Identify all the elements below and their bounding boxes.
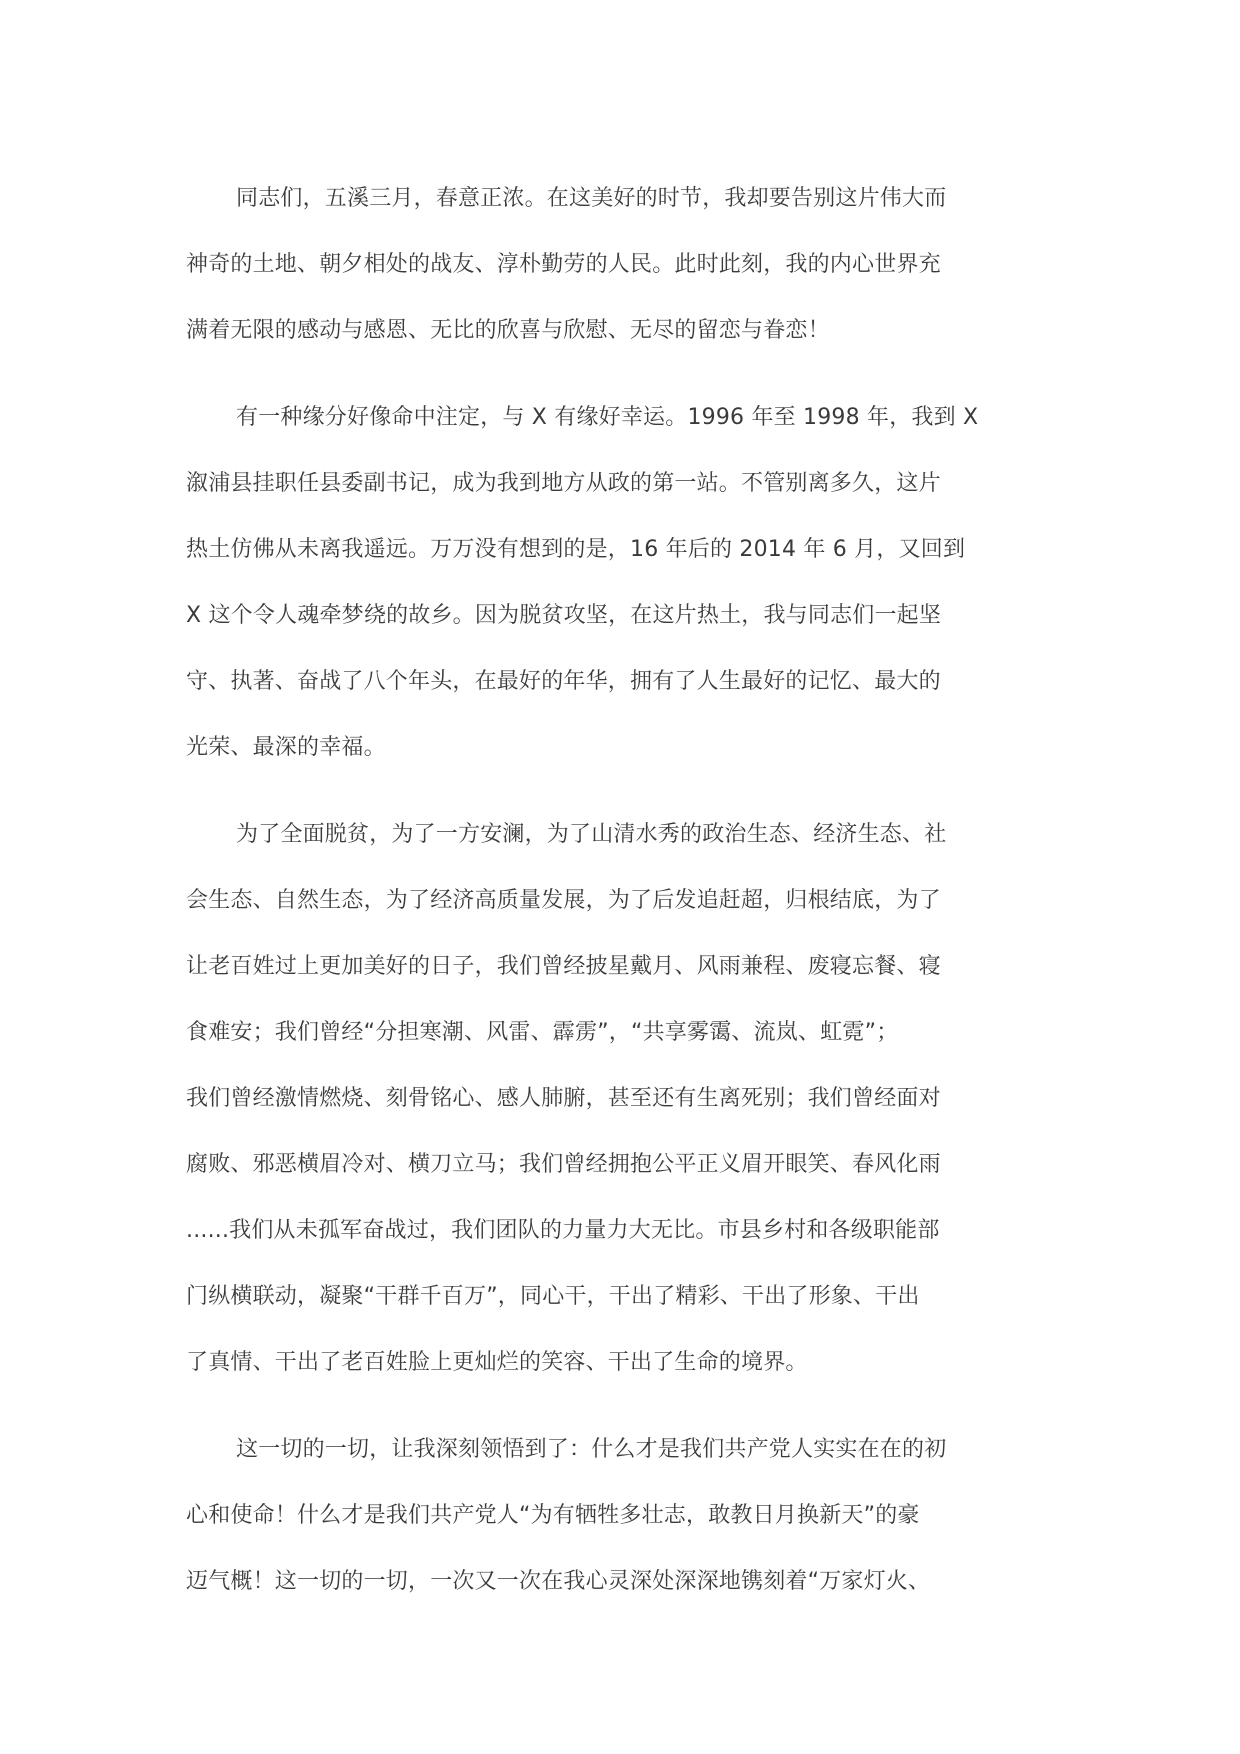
- text-line: 腐败、邪恶横眉冷对、横刀立马；我们曾经拥抱公平正义眉开眼笑、春风化雨: [186, 1152, 941, 1177]
- text-line: 会生态、自然生态，为了经济高质量发展，为了后发追赶超，归根结底，为了: [186, 888, 941, 913]
- text-line: 食难安；我们曾经“分担寒潮、风雷、霹雳”，“共享雾霭、流岚、虹霓”；: [186, 1020, 899, 1045]
- text-line: 满着无限的感动与感恩、无比的欣喜与欣慰、无尽的留恋与眷恋！: [186, 318, 830, 343]
- text-line: 让老百姓过上更加美好的日子，我们曾经披星戴月、风雨兼程、废寝忘餐、寝: [186, 954, 941, 979]
- text-line: ......我们从未孤军奋战过，我们团队的力量力大无比。市县乡村和各级职能部: [186, 1218, 940, 1243]
- text-line: 光荣、最深的幸福。: [186, 735, 386, 760]
- paragraph-4: [186, 1417, 1056, 1615]
- text-line: 同志们，五溪三月，春意正浓。在这美好的时节，我却要告别这片伟大而: [236, 186, 947, 211]
- text-line: 迈气概！这一切的一切，一次又一次在我心灵深处深深地镌刻着“万家灯火、: [186, 1569, 931, 1594]
- text-line: 了真情、干出了老百姓脸上更灿烂的笑容、干出了生命的境界。: [186, 1350, 808, 1375]
- text-line: 心和使命！什么才是我们共产党人“为有牺牲多壮志，敢教日月换新天”的豪: [186, 1503, 920, 1528]
- text-line: 门纵横联动，凝聚“干群千百万”，同心干，干出了精彩、干出了形象、干出: [186, 1284, 920, 1309]
- text-line: 神奇的土地、朝夕相处的战友、淳朴勤劳的人民。此时此刻，我的内心世界充: [186, 252, 941, 277]
- document-page: [186, 166, 1056, 1636]
- text-line: 有一种缘分好像命中注定，与 X 有缘好幸运。1996 年至 1998 年，我到 X: [236, 405, 979, 430]
- paragraph-2: [186, 385, 1056, 781]
- text-line: 我们曾经激情燃烧、刻骨铭心、感人肺腑，甚至还有生离死别；我们曾经面对: [186, 1086, 941, 1111]
- text-line: 溆浦县挂职任县委副书记，成为我到地方从政的第一站。不管别离多久，这片: [186, 471, 941, 496]
- text-line: 为了全面脱贫，为了一方安澜，为了山清水秀的政治生态、经济生态、社: [236, 822, 947, 847]
- text-line: X 这个令人魂牵梦绕的故乡。因为脱贫攻坚，在这片热土，我与同志们一起坚: [186, 603, 942, 628]
- text-line: 这一切的一切，让我深刻领悟到了：什么才是我们共产党人实实在在的初: [236, 1437, 947, 1462]
- paragraph-1: [186, 166, 1056, 364]
- paragraph-3: [186, 802, 1056, 1396]
- text-line: 守、执著、奋战了八个年头，在最好的年华，拥有了人生最好的记忆、最大的: [186, 669, 941, 694]
- text-line: 热土仿佛从未离我遥远。万万没有想到的是，16 年后的 2014 年 6 月，又回到: [186, 537, 966, 562]
